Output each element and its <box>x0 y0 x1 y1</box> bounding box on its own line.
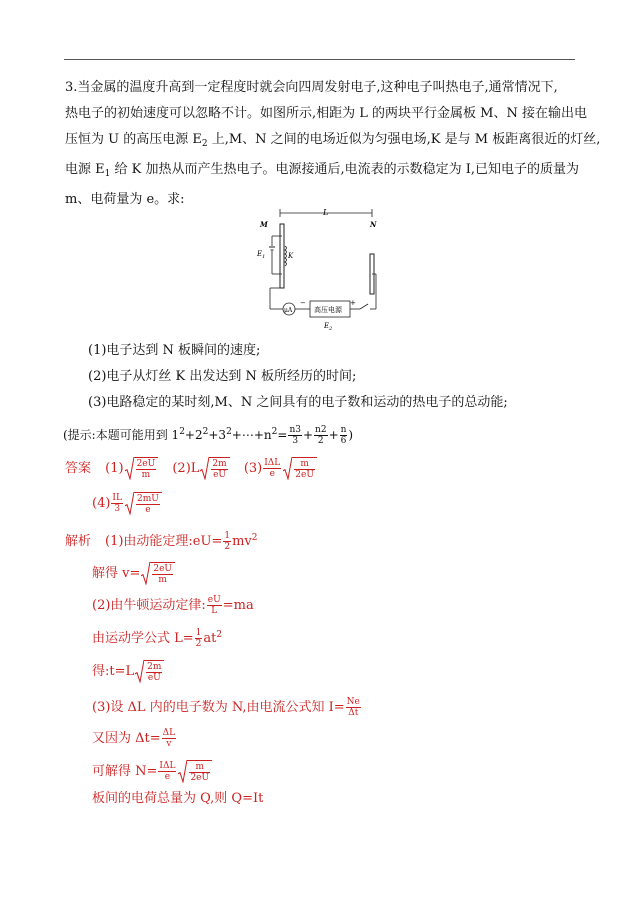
label-N: N <box>370 220 377 229</box>
question-paragraph <box>65 75 601 213</box>
analysis-step-4: 由运动学公式 L= $\frac{1}{2}$ $at^2$ <box>92 628 223 649</box>
answer-label: 答案 <box>65 461 92 476</box>
part-3: (3)电路稳定的某时刻,M、N 之间具有的电子数和运动的热电子的总动能; <box>88 395 508 410</box>
analysis-step-7: 又因为 Δt= $\frac{\Delta L}{v}$ <box>92 728 176 749</box>
filament-K <box>285 246 287 266</box>
answer-line-1: 答案 (1) $\frac{2eU}{m}$ (2)L $\frac{2m}{eU}$ (3) $\frac{\text{IΔL}}{e}$ $\frac{m}{2eU}$ <box>65 457 317 480</box>
analysis-step-2: 解得 v= $\frac{2eU}{m}$ <box>92 562 175 585</box>
label-M: M <box>260 220 268 229</box>
plate-M <box>280 224 284 288</box>
analysis-label: 解析 <box>65 534 92 549</box>
question-line-3: 压恒为 U 的高压电源 $E_2$ 上,M、N 之间的电场近似为匀强电场,K 是与 M 板距离很近的灯丝, <box>65 132 601 149</box>
analysis-step-5: 得:t=L $\frac{2m}{eU}$ <box>92 660 164 683</box>
part-1: (1)电子达到 N 板瞬间的速度; <box>88 343 261 358</box>
question-line-2: 热电子的初始速度可以忽略不计。如图所示,相距为 L 的两块平行金属板 M、N 接在输出电 <box>65 106 587 121</box>
part-2: (2)电子从灯丝 K 出发达到 N 板所经历的时间; <box>88 369 357 384</box>
answer-line-2: (4) $\frac{IL}{3}$ $\frac{2mU}{e}$ <box>92 492 162 515</box>
analysis-step-1: 解析 (1)由动能定理:eU= $\frac{1}{2}$ $mv^2$ <box>65 531 258 552</box>
analysis-step-3: (2)由牛顿运动定律: $\frac{eU}{L}$ =ma <box>92 595 254 616</box>
label-E2: $E_2$ <box>324 322 333 332</box>
svg-text:μA: μA <box>284 307 293 314</box>
question-line-1: 3.当金属的温度升高到一定程度时就会向四周发射电子,这种电子叫热电子,通常情况下, <box>65 80 558 95</box>
analysis-step-9: 板间的电荷总量为 Q,则 Q=It <box>92 791 264 806</box>
switch <box>360 304 368 309</box>
analysis-step-8: 可解得 N= $\frac{\text{IΔL}}{e}$ $\frac{m}{2eU}$ <box>92 760 212 783</box>
header-rule <box>64 59 575 60</box>
question-line-4: 电源 $E_1$ 给 K 加热从而产生热电子。电源接通后,电流表的示数稳定为 I,已知电子的质量为 <box>65 162 580 179</box>
analysis-step-6: (3)设 ΔL 内的电子数为 N,由电流公式知 I= $\frac{Ne}{\Delta t}$ <box>92 697 360 718</box>
label-L: L <box>323 208 329 217</box>
circuit-diagram <box>252 206 392 334</box>
svg-text:高压电源: 高压电源 <box>314 306 342 314</box>
question-line-5: m、电荷量为 e。求: <box>65 192 185 207</box>
label-K: K <box>288 252 294 260</box>
svg-text:+: + <box>350 299 356 307</box>
hint-line: (提示:本题可能用到 $1^2+2^2+3^2+\cdots+n^2=$ $\frac{n3}{3}$ + $\frac{n2}{2}$ + $\frac{n}{6}$ ) <box>63 425 354 446</box>
svg-text:−: − <box>300 299 306 307</box>
label-E1: $E_1$ <box>257 250 266 260</box>
